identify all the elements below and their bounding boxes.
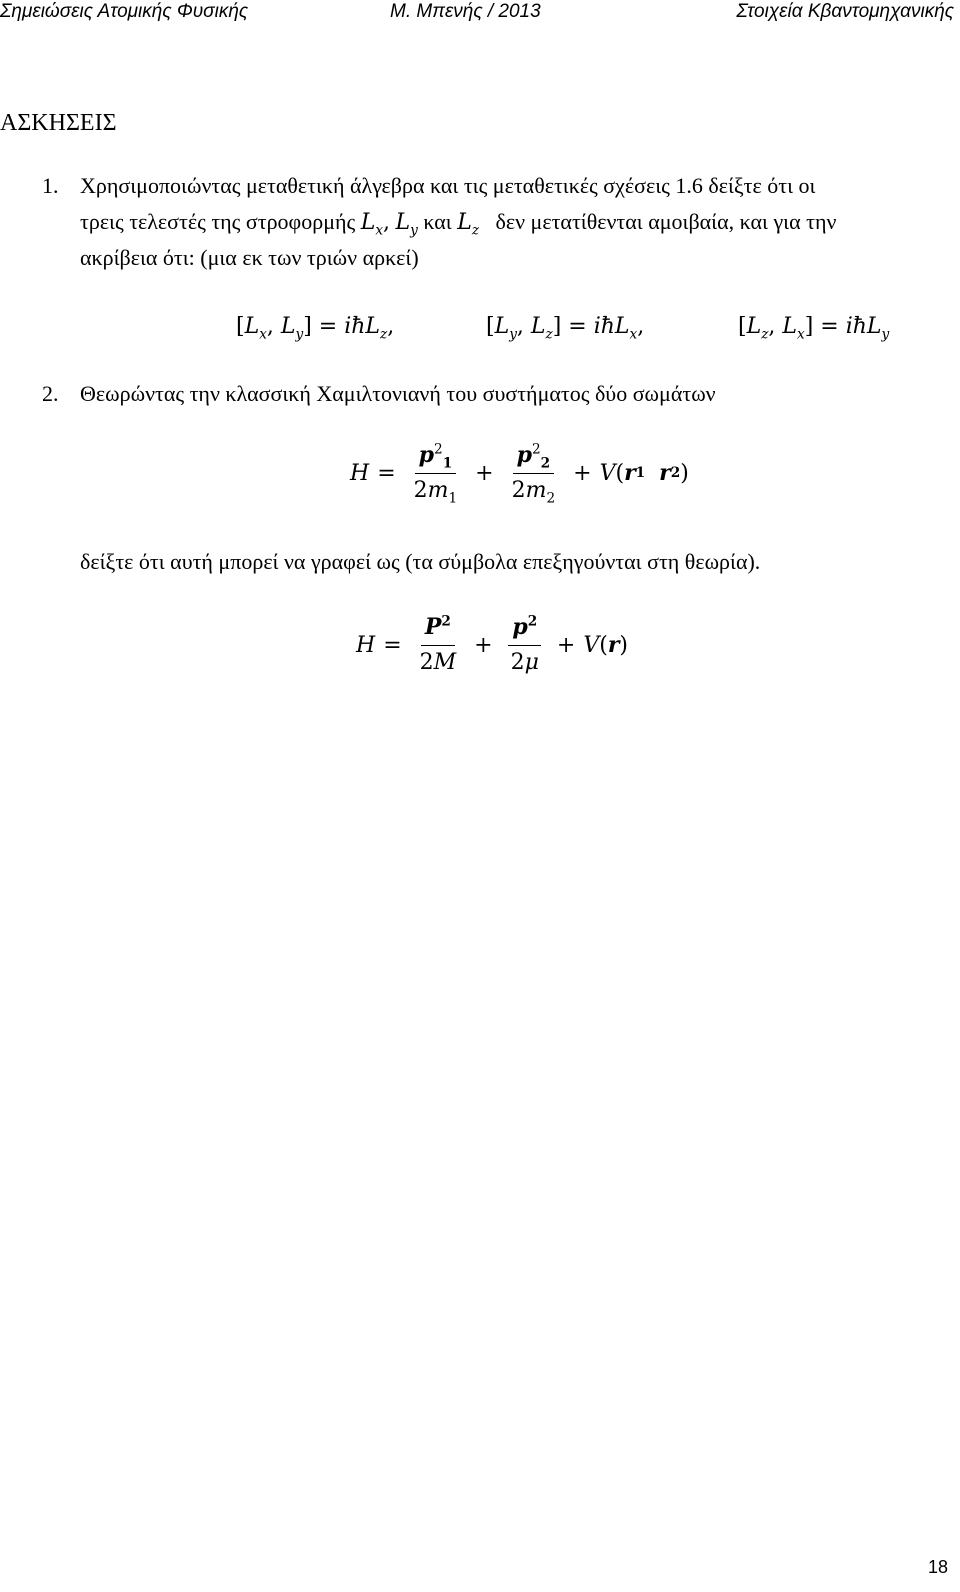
running-header xyxy=(0,0,960,24)
page-number: 18 xyxy=(927,1557,948,1577)
exercise-1-number: 1. xyxy=(42,173,59,198)
exercise-2-line-1: Θεωρώντας την κλασσική Χαμιλτονιανή του συστήματος δύο σωμάτων xyxy=(80,381,716,406)
exercise-1-line-2: τρεις τελεστές της στροφορμής $L_x$, $L_y$ και $L_z$ δεν μετατίθενται αμοιβαία, και για την xyxy=(80,209,837,239)
hamiltonian-two-body: H = $\frac{p^2_1}{2m_1}$ + $\frac{p^2_2}{2m_2}$ + V ( r 1 r 2 ) xyxy=(350,441,689,507)
operator-lx: $L_x$ xyxy=(360,210,384,239)
fraction-p2: $\frac{p^2_2}{2m_2}$ xyxy=(511,441,556,507)
operator-lz: $L_z$ xyxy=(457,210,479,239)
exercise-1-line-2-start: τρεις τελεστές της στροφορμής xyxy=(80,209,356,234)
exercise-1-line-1: Χρησιμοποιώντας μεταθετική άλγεβρα και τις μεταθετικές σχέσεις 1.6 δείξτε ότι οι xyxy=(80,173,816,198)
fraction-total-momentum: $\frac{P^2}{2M}$ xyxy=(419,613,457,675)
exercise-1-line-2-end: δεν μετατίθενται αμοιβαία, και για την xyxy=(495,209,837,234)
commutator-lz-lx: [$L_z$, $L_x$] = iħL$_y$ xyxy=(738,314,890,343)
exercise-1-line-3: ακρίβεια ότι: (μια εκ των τριών αρκεί) xyxy=(80,245,419,270)
exercise-1-line-2-and: και xyxy=(423,209,452,234)
header-author-year: Μ. Μπενής / 2013 xyxy=(390,1,541,22)
header-chapter-title: Στοιχεία Κβαντομηχανικής xyxy=(736,1,954,22)
hamiltonian-center-of-mass: H = $\frac{P^2}{2M}$ + $\frac{p^2}{2\mu}$ + V ( r ) xyxy=(356,612,628,678)
fraction-p1: $\frac{p^2_1}{2m_1}$ xyxy=(413,441,458,507)
commutator-lx-ly: [$L_x$, $L_y$] = iħL$_z$, xyxy=(236,314,395,343)
fraction-relative-momentum: $\frac{p^2}{2\mu}$ xyxy=(507,612,543,678)
section-title: ΑΣΚΗΣΕΙΣ xyxy=(0,110,117,136)
exercise-2-line-2: δείξτε ότι αυτή μπορεί να γραφεί ως (τα σύμβολα επεξηγούνται στη θεωρία). xyxy=(80,549,761,574)
operator-ly: $L_y$ xyxy=(395,210,418,239)
header-course-title: Σημειώσεις Ατομικής Φυσικής xyxy=(0,1,249,22)
commutator-ly-lz: [$L_y$, $L_z$] = iħL$_x$, xyxy=(486,314,645,343)
exercise-2-number: 2. xyxy=(42,381,59,406)
